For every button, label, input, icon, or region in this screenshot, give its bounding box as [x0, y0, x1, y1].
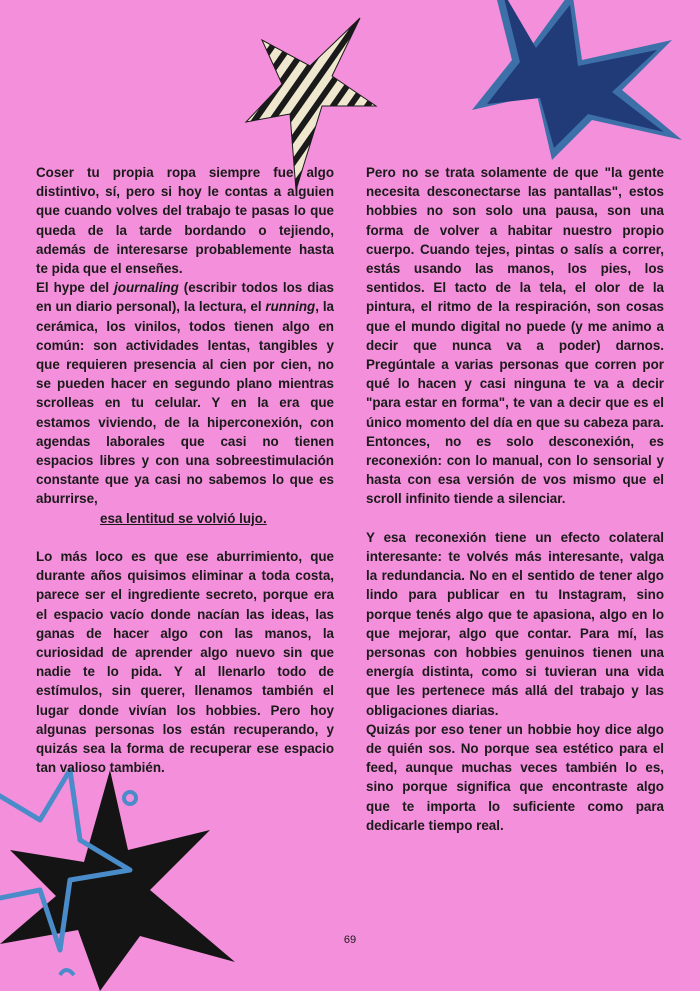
right-column [366, 163, 664, 835]
emphasis-journaling: journaling [114, 280, 179, 296]
left-paragraph-3: Lo más loco es que ese aburrimiento, que durante años quisimos eliminar a toda costa, parece ser el ingrediente secreto, porque era el espacio vacío donde nacían las ideas, las ganas de hacer algo con las manos, la curiosidad de aprender algo nuevo sin que nadie te lo pida. Y al llenarlo todo de estímulos, sin querer, llenamos también el lugar donde vivían los hobbies. Pero hoy algunas personas los están recuperando, y quizás sea la forma de recuperar ese espacio tan valioso también. [36, 549, 334, 776]
right-paragraph-1: Pero no se trata solamente de que "la gente necesita desconectarse las pantallas", estos hobbies no son solo una pausa, son una forma de volver a habitar nuestro propio cuerpo. Cuando tejes, pintas o salís a correr, estás usando las manos, los pies, los sentidos. El tacto de la tela, el olor de la pintura, el ritmo de la respiración, son cosas que el mundo digital no puede (y me animo a decir que nunca va a poder) darnos. Pregúntale a varias personas que corren por qué lo hacen y casi ninguna te va a decir "para estar en forma", te van a decir que es el único momento del día en que su cabeza para. Entonces, no es solo desconexión, es reconexión: con lo manual, con lo sensorial y hasta con esa versión de vos mismo que el scroll infinito tiende a silenciar. [366, 165, 664, 507]
pull-subtitle: esa lentitud se volvió lujo. [100, 510, 267, 526]
right-paragraph-3: Quizás por eso tener un hobbie hoy dice algo de quién sos. No porque sea estético para el feed, aunque muchas veces también lo es, sino porque significa que encontraste algo que te importa lo suficiente como para dedicarle tiempo real. [366, 721, 664, 833]
left-column [36, 163, 334, 777]
left-paragraph-1: Coser tu propia ropa siempre fue algo distintivo, sí, pero si hoy le contas a alguien que cuando volves del trabajo te pasas lo que queda de la tarde bordando o tejiendo, además de interesarse probablemente hasta te pida que el enseñes. [36, 165, 334, 277]
emphasis-running: running [265, 299, 316, 315]
navy-star-decoration [432, 0, 700, 160]
right-paragraph-2: Y esa reconexión tiene un efecto colateral interesante: te volvés más interesante, valga la redundancia. No en el sentido de tener algo lindo para publicar en tu Instagram, sino porque tenés algo que te apasiona, algo en lo que mejorar, algo que contar. Para mí, las personas con hobbies genuinos tienen una energía distinta, como si tuvieran una vida que les pertenece más allá del trabajo y las obligaciones diarias. [366, 529, 664, 718]
left-paragraph-2: El hype del journaling (escribir todos los dias en un diario personal), la lectura, el running, la cerámica, los vinilos, todos tienen algo en común: son actividades lentas, tangibles y que requieren presencia al cien por cien, no se pueden hacer en segundo plano mientras scrolleas en tu celular. Y en la era que estamos viviendo, de la hiperconexión, con agendas laborales que casi no tienen espacios libres y con una sobreestimulación constante que ya casi no sabemos lo que es aburrirse, [36, 280, 334, 507]
page-number: 69 [343, 934, 357, 946]
